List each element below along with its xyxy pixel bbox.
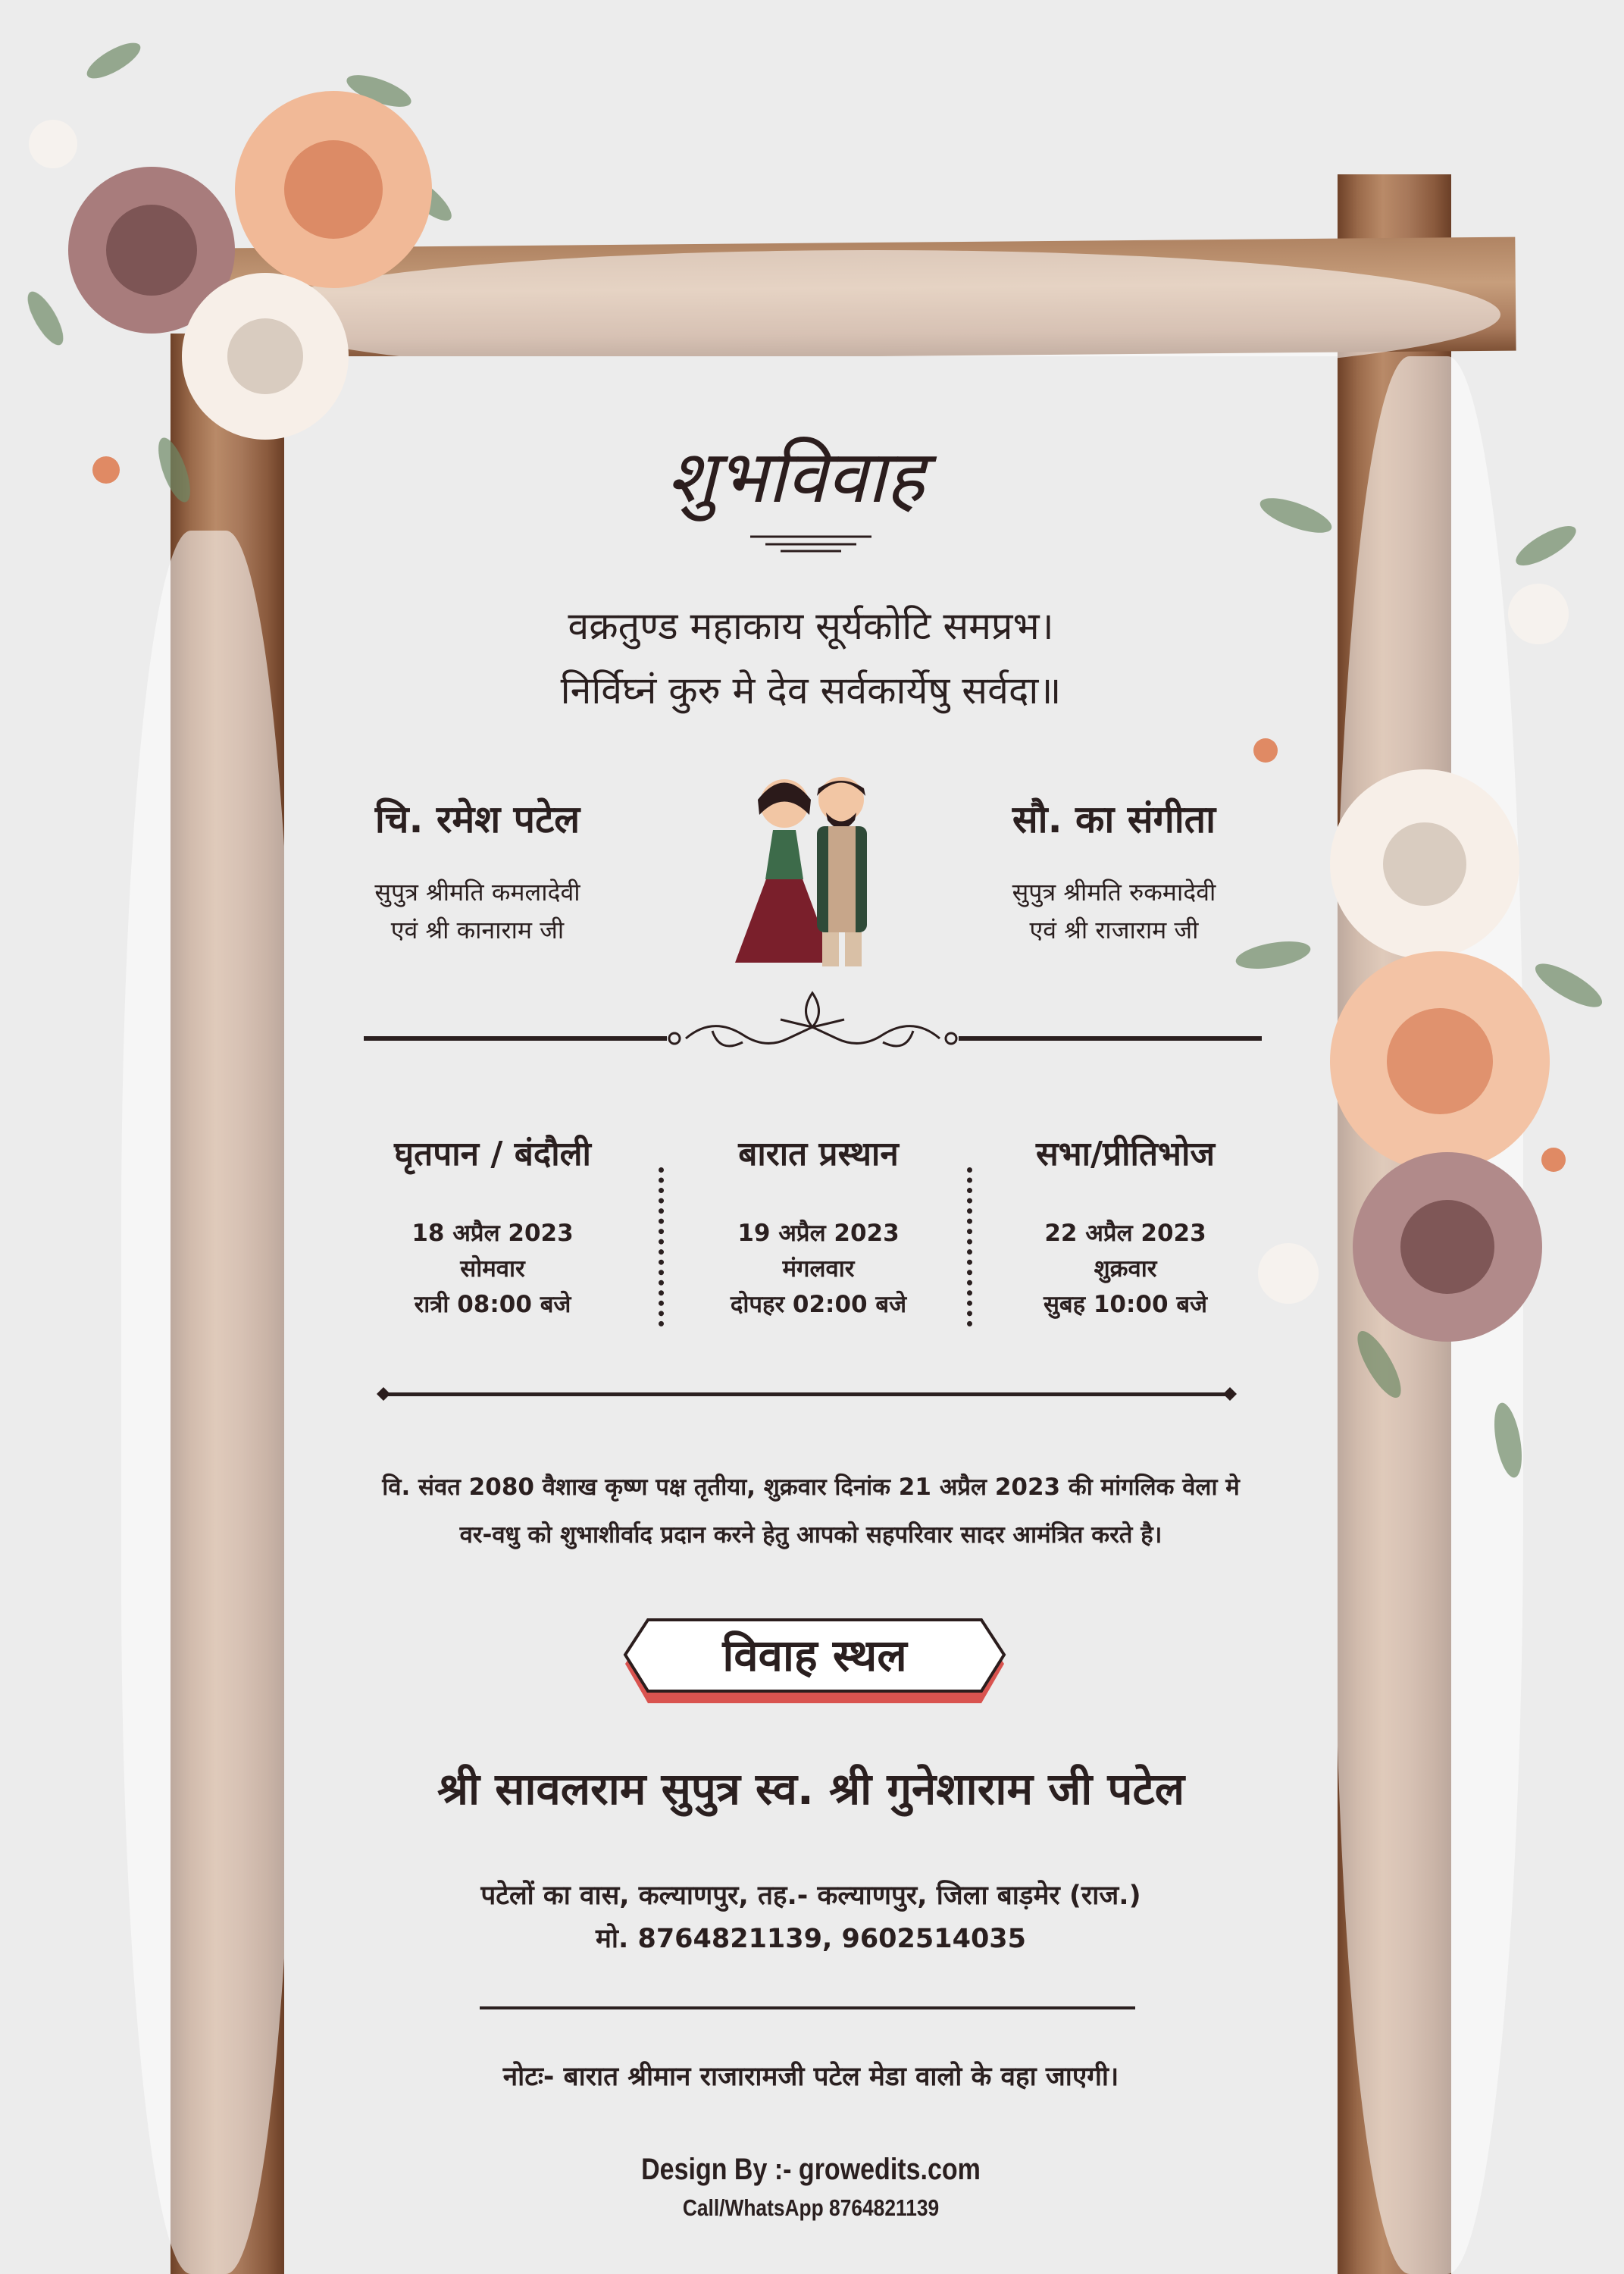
fabric-drape (121, 531, 296, 2274)
event-title: घृतपान / बंदौली (394, 1135, 591, 1173)
divider-line-right (959, 1036, 1262, 1041)
design-by-credit: Design By :- growedits.com (641, 2153, 981, 2186)
invitation-line-1: वि. संवत 2080 वैशाख कृष्ण पक्ष तृतीया, शुक्रवार दिनांक 21 अप्रैल 2023 की मांगलिक वेला मे (382, 1474, 1240, 1501)
event-day: शुक्रवार (1094, 1255, 1157, 1283)
bride-parents-line-2: एवं श्री राजाराम जी (1029, 916, 1199, 944)
event-time: दोपहर 02:00 बजे (730, 1291, 907, 1318)
section-divider (383, 1392, 1231, 1396)
event-time: रात्री 08:00 बजे (414, 1291, 571, 1318)
shloka-line-2: निर्विघ्नं कुरु मे देव सर्वकार्येषु सर्वदा॥ (560, 669, 1062, 713)
groom-parents-line-2: एवं श्री कानाराम जी (390, 916, 565, 944)
note-divider (480, 2006, 1135, 2009)
contact-credit: Call/WhatsApp 8764821139 (682, 2194, 940, 2221)
groom-parents-line-1: सुपुत्र श्रीमति कमलादेवी (374, 878, 580, 907)
bride-name: सौ. का संगीता (1012, 797, 1216, 841)
event-day: मंगलवार (782, 1255, 855, 1283)
event-time: सुबह 10:00 बजे (1043, 1291, 1208, 1318)
event-title: बारात प्रस्थान (738, 1135, 899, 1173)
event-day: सोमवार (460, 1255, 525, 1283)
diamond-end-icon (375, 1386, 392, 1402)
shloka-line-1: वक्रतुण्ड महाकाय सूर्यकोटि समप्रभ। (568, 604, 1054, 648)
ornament-divider-icon (667, 985, 959, 1061)
event-date: 18 अप्रैल 2023 (411, 1220, 574, 1247)
venue-phone: मो. 8764821139, 9602514035 (595, 1924, 1027, 1954)
diamond-end-icon (1222, 1386, 1238, 1402)
subh-vivah-logo: शुभविवाह (666, 434, 925, 519)
couple-illustration (720, 758, 902, 970)
divider-line-left (364, 1036, 667, 1041)
venue-address: पटेलों का वास, कल्याणपुर, तह.- कल्याणपुर, जिला बाड़मेर (राज.) (480, 1881, 1141, 1911)
event-date: 19 अप्रैल 2023 (737, 1220, 900, 1247)
event-date: 22 अप्रैल 2023 (1044, 1220, 1206, 1247)
groom-name: चि. रमेश पटेल (374, 797, 580, 841)
bride-parents-line-1: सुपुत्र श्रीमति रुकमादेवी (1012, 878, 1216, 907)
invitation-line-2: वर-वधु को शुभाशीर्वाद प्रदान करने हेतु आपको सहपरिवार सादर आमंत्रित करते है। (459, 1521, 1162, 1549)
venue-host: श्री सावलराम सुपुत्र स्व. श्री गुनेशाराम जी पटेल (437, 1763, 1185, 1815)
event-title: सभा/प्रीतिभोज (1035, 1135, 1216, 1173)
venue-heading: विवाह स्थल (722, 1630, 907, 1681)
note-text: नोटः- बारात श्रीमान राजारामजी पटेल मेडा वालो के वहा जाएगी। (502, 2062, 1119, 2092)
logo-underline-icon (743, 531, 879, 553)
floral-corner-top-left (0, 0, 530, 576)
